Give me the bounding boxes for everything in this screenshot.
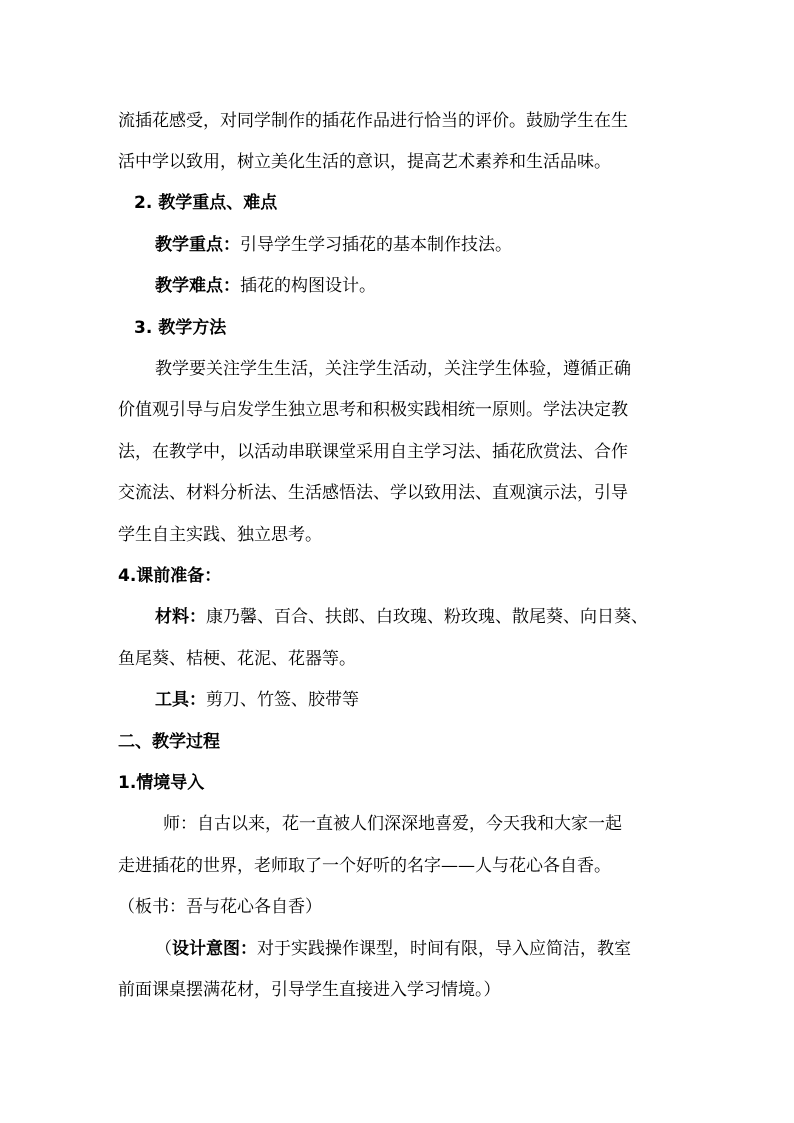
materials-text: 康乃馨、百合、扶郎、白玫瑰、粉玫瑰、散尾葵、向日葵、 <box>206 607 648 627</box>
paragraph-line: 走进插花的世界，老师取了一个好听的名字——人与花心各自香。 <box>118 856 611 876</box>
tools-text: 剪刀、竹签、胶带等 <box>206 690 359 710</box>
paragraph-line: 活中学以致用，树立美化生活的意识，提高艺术素养和生活品味。 <box>118 152 611 172</box>
section-heading-key-points: 2. 教学重点、难点 <box>134 193 278 213</box>
paragraph-line: 交流法、材料分析法、生活感悟法、学以致用法、直观演示法，引导 <box>118 483 628 503</box>
materials-line <box>155 607 648 627</box>
board-note: （板书：吾与花心各自香） <box>118 897 322 917</box>
paragraph-line: 教学要关注学生生活，关注学生活动，关注学生体验，遵循正确 <box>155 359 631 379</box>
paragraph-line: 法，在教学中，以活动串联课堂采用自主学习法、插花欣赏法、合作 <box>118 442 628 462</box>
design-intent-label: 设计意图： <box>172 939 257 959</box>
paragraph-line: 流插花感受，对同学制作的插花作品进行恰当的评价。鼓励学生在生 <box>118 111 628 131</box>
difficulty-line <box>155 276 376 296</box>
design-open-paren: （ <box>155 939 172 959</box>
paragraph-line: 鱼尾葵、桔梗、花泥、花器等。 <box>118 649 356 669</box>
key-point-text: 引导学生学习插花的基本制作技法。 <box>240 235 512 255</box>
materials-label: 材料： <box>155 607 206 627</box>
tools-line <box>155 690 359 710</box>
paragraph-line: 价值观引导与启发学生独立思考和积极实践相统一原则。学法决定教 <box>118 400 628 420</box>
paragraph-line: 学生自主实践、独立思考。 <box>118 525 322 545</box>
paragraph-line: 前面课桌摆满花材，引导学生直接进入学习情境。） <box>118 980 501 1000</box>
design-intent-text: 对于实践操作课型，时间有限，导入应简洁，教室 <box>257 939 631 959</box>
section-heading-process: 二、教学过程 <box>118 732 220 752</box>
subsection-heading-intro: 1.情境导入 <box>118 773 205 793</box>
paragraph-line: 师：自古以来，花一直被人们深深地喜爱，今天我和大家一起 <box>163 814 622 834</box>
section-heading-methods: 3. 教学方法 <box>134 318 227 338</box>
key-point-label: 教学重点： <box>155 235 240 255</box>
design-intent-line <box>155 939 631 959</box>
tools-label: 工具： <box>155 690 206 710</box>
key-point-line <box>155 235 512 255</box>
difficulty-text: 插花的构图设计。 <box>240 276 376 296</box>
section-heading-preparation: 4.课前准备： <box>118 566 222 586</box>
difficulty-label: 教学难点： <box>155 276 240 296</box>
